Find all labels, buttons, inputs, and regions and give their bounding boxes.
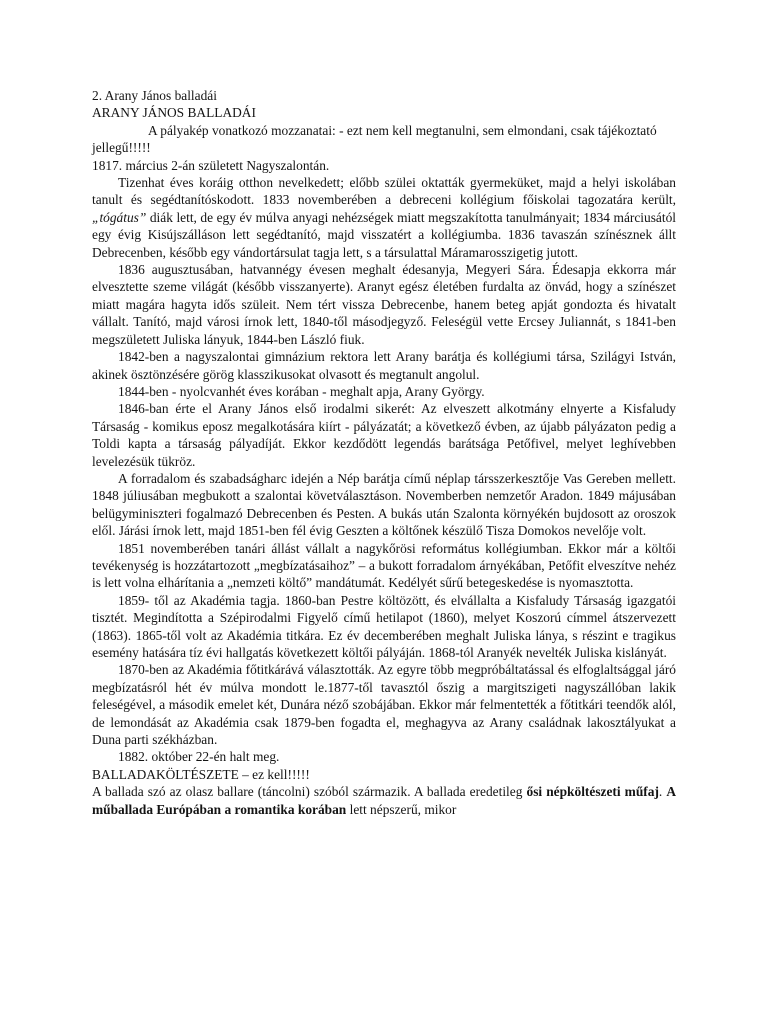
paragraph-1859: 1859- től az Akadémia tagja. 1860-ban Pestre költözött, és elvállalta a Kisfaludy Társaság igazgatói tisztét. Megindította a Szépirodalmi Figyelő című hetilapot (1860), melyet Koszorú címmel átszervezett (1863). 1865-től volt az Akadémia titkára. Ez év decemberében meghalt Juliska lánya, s részint e tragikus esemény hatására tíz évi hallgatás következett költői pályáján. 1868-tól Aranyék nevelték Juliska kislányát. [92, 592, 676, 660]
emphasis-folk-genre: ősi népköltészeti műfaj [526, 784, 659, 800]
togatus-term: „tógátus” [92, 209, 147, 225]
paragraph-1844: 1844-ben - nyolcvanhét éves korában - meghalt apja, Arany György. [118, 383, 485, 399]
birth-line: 1817. március 2-án született Nagyszalontán. [92, 157, 330, 173]
section-title-balladakolteszet: BALLADAKÖLTÉSZETE – ez kell!!!!! [92, 766, 310, 782]
paragraph-childhood: Tizenhat éves koráig otthon nevelkedett; előbb szülei oktatták gyermeküket, majd a helyi iskolában tanult és segédtanítóskodott. 1833 novemberében a debreceni kollégium főiskolai tagozatára került, „tógátus” diák lett, de egy év múlva anyagi nehézségek miatt megszakította tanulmányait; 1834 márciusától egy évig Kisújszálláson lett segédtanító, majd visszatért a kollégiumba. 1836 tavaszán színésznek állt Debrecenben, később egy vándortársulat tagja lett, s a társulattal Máramarosszigetig jutott. [92, 175, 676, 260]
paragraph-1870: 1870-ben az Akadémia főtitkárává választották. Az egyre több megpróbáltatással és elfoglaltsággal járó megbízatásról hét év múlva mondott le.1877-től tavasztól őszig a margitszigeti nagyszállóban lakik feleségével, a második emelet két, Dunára néző szobájában. Ekkor már felmentették a főtitkári teendők alól, de lemondását az Akadémia csak 1879-ben fogadta el, meghagyva az Arany családnak lakosztályukat a Duna parti székházban. [92, 662, 676, 748]
paragraph-revolution: A forradalom és szabadságharc idején a Nép barátja című néplap társszerkesztője Vas Gereben mellett. 1848 júliusában megbukott a szalontai követválasztáson. Novemberben nemzetőr Aradon. 1849 májusában belügyminiszteri fogalmazó Debrecenben és Pesten. A bukás után Szalonta környékén bujdosott az oroszok elől. Járási írnok lett, majd 1851-ben fél évig Geszten a költőnek készülő Tisza Domokos nevelője volt. [92, 470, 676, 539]
document-title: 2. Arany János balladái [92, 88, 217, 103]
paragraph-death: 1882. október 22-én halt meg. [118, 749, 280, 765]
paragraph-1851: 1851 novemberében tanári állást vállalt a nagykőrösi református kollégiumban. Ekkor már a költői tevékenység is hozzátartozott „megbízatásaihoz” – a bukott forradalom árnyékában, Petőfit elveszítve nehéz is lett volna elhárítania a „nemzeti költő” mandátumát. Kedélyét sűrű betegeskedése is nyomasztotta. [92, 540, 676, 591]
section-title-arany-balladai: ARANY JÁNOS BALLADÁI [92, 105, 256, 121]
emphasis-art-ballad: A műballada Európában a romantika korában [92, 784, 677, 817]
paragraph-1846: 1846-ban érte el Arany János első irodalmi sikerét: Az elveszett alkotmány elnyerte a Kisfaludy Társaság - komikus eposz megalkotására kiírt - pályázatát; a következő évben, az újabb pályázaton pedig a Toldi kapta a társaság pályadíját. Ekkor kezdődött legendás barátsága Petőfivel, melyet leghívebben levelezésük tükröz. [92, 401, 676, 469]
paragraph-1836: 1836 augusztusában, hatvannégy évesen meghalt édesanyja, Megyeri Sára. Édesapja ekkorra már elvesztette szeme világát (később visszanyerte). Aranyt egész életében furdalta az önvád, hogy a színészet miatt magára hagyta idős szüleit. Nem tért vissza Debrecenbe, hanem beteg apját gondozta és hivatalt vállalt. Tanító, majd városi írnok lett, 1840-től másodjegyző. Feleségül vette Ercsey Juliannát, s 1841-ben megszületett Juliska lányuk, 1844-ben László fiuk. [92, 262, 676, 347]
document-body [92, 87, 676, 818]
intro-note: A pályakép vonatkozó mozzanatai: - ezt nem kell megtanulni, sem elmondani, csak tájékoztató jellegű!!!!! [92, 122, 657, 156]
paragraph-ballada-definition: A ballada szó az olasz ballare (táncolni) szóból származik. A ballada eredetileg ősi népköltészeti műfaj. A műballada Európában a romantika korában lett népszerű, mikor [92, 784, 677, 817]
paragraph-1842: 1842-ben a nagyszalontai gimnázium rektora lett Arany barátja és kollégiumi társa, Szilágyi István, akinek ösztönzésére görög klasszikusokat olvasott és megtanult angolul. [92, 349, 676, 382]
